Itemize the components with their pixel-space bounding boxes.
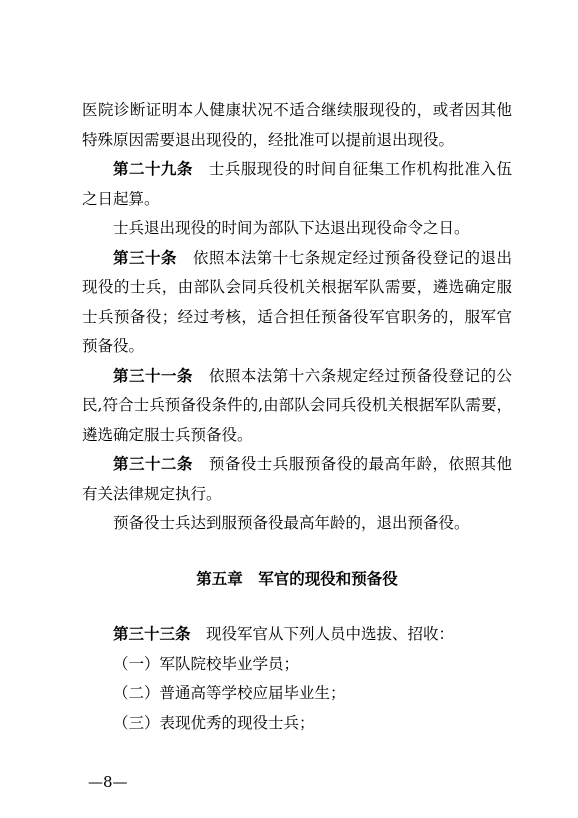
paragraph-text: 医院诊断证明本人健康状况不适合继续服现役的，或者因其他特殊原因需要退出现役的，经批准可以提前退出现役。 [82,101,512,149]
paragraph-text: 预备役士兵服预备役的最高年龄，依照其他有关法律规定执行。 [82,455,512,503]
paragraph-text: （二）普通高等学校应届毕业生； [113,684,346,702]
paragraph [82,155,512,214]
paragraph [82,650,512,680]
paragraph [82,679,512,709]
article-number: 第三十三条 [113,625,191,643]
chapter-title: 第五章 军官的现役和预备役 [196,569,398,588]
article-number: 第三十条 [113,248,177,267]
paragraph [82,96,512,155]
paragraph [82,450,512,509]
document-body [82,96,512,738]
paragraph-text: 预备役士兵达到服预备役最高年龄的，退出预备役。 [113,514,470,532]
paragraph [82,620,512,650]
paragraph [82,244,512,362]
top-section [82,96,512,539]
article-number: 第三十二条 [113,455,193,473]
article-number: 第二十九条 [113,160,193,178]
paragraph-text: 依照本法第十七条规定经过预备役登记的退出现役的士兵，由部队会同兵役机关根据军队需要，遴选确定服士兵预备役；经过考核，适合担任预备役军官职务的，服军官预备役。 [82,248,512,355]
paragraph [82,362,512,451]
page-number: —8— [88,773,128,791]
paragraph-text: 依照本法第十六条规定经过预备役登记的公民,符合士兵预备役条件的,由部队会同兵役机关根据军队需要，遴选确定服士兵预备役。 [82,366,512,444]
paragraph [82,509,512,539]
paragraph-text: 士兵服现役的时间自征集工作机构批准入伍之日起算。 [82,160,512,208]
bottom-section [82,620,512,738]
paragraph-text: 士兵退出现役的时间为部队下达退出现役命令之日。 [113,219,470,237]
paragraph [82,214,512,244]
article-number: 第三十一条 [113,366,193,385]
paragraph-text: （三）表现优秀的现役士兵； [113,713,315,732]
paragraph-text: 现役军官从下列人员中选拔、招收： [190,625,455,643]
paragraph-text: （一）军队院校毕业学员； [113,654,300,673]
paragraph [82,709,512,739]
